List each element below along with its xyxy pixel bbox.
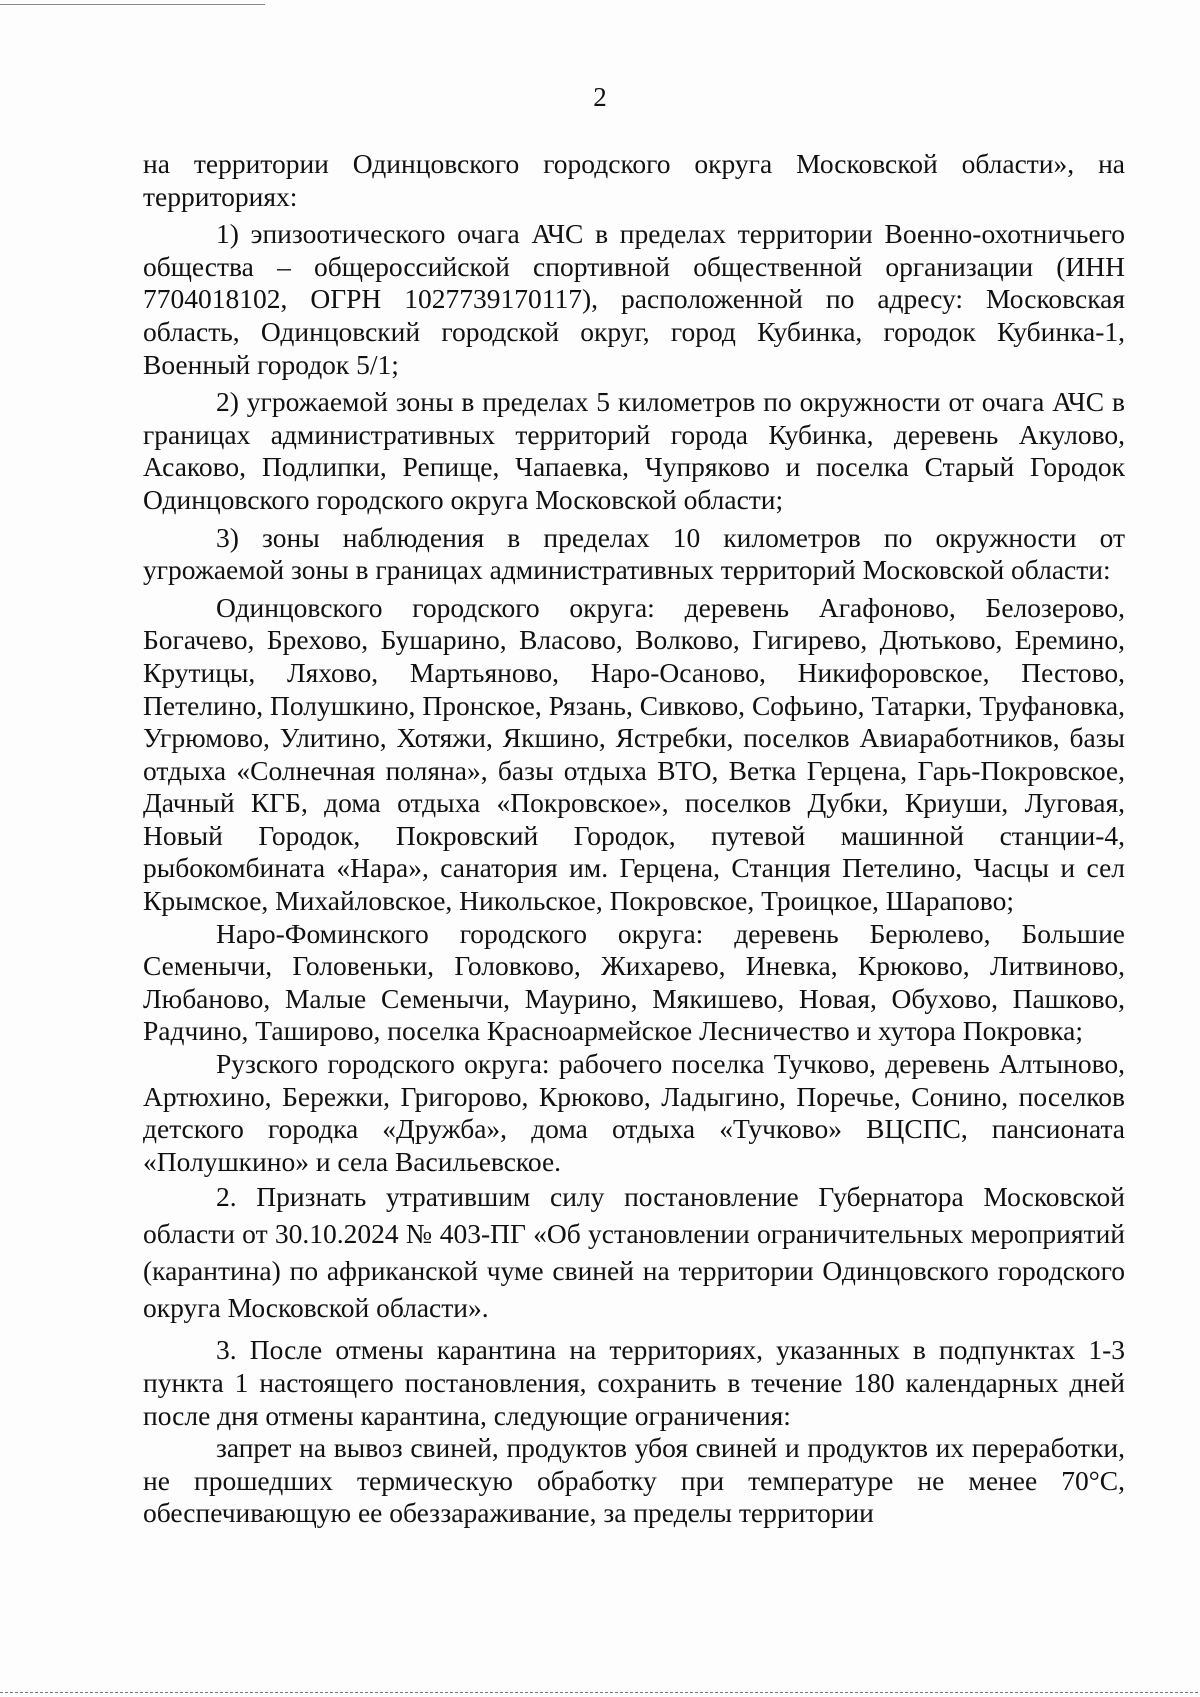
- paragraph-subitem-3: 3) зоны наблюдения в пределах 10 километров по окружности от угрожаемой зоны в границах административных территорий Московской области:: [143, 521, 1125, 586]
- paragraph-subitem-1: 1) эпизоотического очага АЧС в пределах территории Военно-охотничьего общества – общероссийской спортивной общественной организации (ИНН 7704018102, ОГРН 1027739170117), расположенной по адресу: Московская область, Одинцовский городской округ, город Кубинка, городок Кубинка-1, Военный городок 5/1;: [143, 218, 1125, 380]
- paragraph-restriction: запрет на вывоз свиней, продуктов убоя свиней и продуктов их переработки, не прошедших термическую обработку при температуре не менее 70°С, обеспечивающую ее обеззараживание, за пределы территории: [143, 1432, 1125, 1529]
- paragraph-item-3: 3. После отмены карантина на территориях, указанных в подпунктах 1-3 пункта 1 настоящего постановления, сохранить в течение 180 календарных дней после дня отмены карантина, следующие ограничения:: [143, 1334, 1125, 1431]
- paragraph-item-2: 2. Признать утратившим силу постановление Губернатора Московской области от 30.10.2024 № 403-ПГ «Об установлении ограничительных мероприятий (карантина) по африканской чуме свиней на территории Одинцовского городского округа Московской области».: [143, 1181, 1125, 1324]
- page-number: 2: [593, 82, 607, 112]
- paragraph-odintsovo-district: Одинцовского городского округа: деревень Агафоново, Белозерово, Богачево, Брехово, Бушарино, Власово, Волково, Гигирево, Дютьково, Еремино, Крутицы, Ляхово, Мартьяново, Наро-Осаново, Никифоровское, Пестово, Петелино, Полушкино, Пронское, Рязань, Сивково, Софьино, Татарки, Труфановка, Угрюмово, Улитино, Хотяжи, Якшино, Ястребки, поселков Авиаработников, базы отдыха «Солнечная поляна», базы отдыха ВТО, Ветка Герцена, Гарь-Покровское, Дачный КГБ, дома отдыха «Покровское», поселков Дубки, Криуши, Луговая, Новый Городок, Покровский Городок, путевой машинной станции-4, рыбокомбината «Нара», санатория им. Герцена, Станция Петелино, Часцы и сел Крымское, Михайловское, Никольское, Покровское, Троицкое, Шарапово;: [143, 591, 1125, 917]
- paragraph-continuation: на территории Одинцовского городского округа Московской области», на территориях:: [143, 148, 1125, 212]
- paragraph-naro-fominsk-district: Наро-Фоминского городского округа: деревень Берюлево, Большие Семенычи, Головеньки, Головково, Жихарево, Иневка, Крюково, Литвиново, Любаново, Малые Семенычи, Маурино, Мякишево, Новая, Обухово, Пашково, Радчино, Таширово, поселка Красноармейское Лесничество и хутора Покровка;: [143, 917, 1125, 1047]
- scan-edge-bottom: [0, 1692, 1200, 1693]
- paragraph-subitem-2: 2) угрожаемой зоны в пределах 5 километров по окружности от очага АЧС в границах административных территорий города Кубинка, деревень Акулово, Асаково, Подлипки, Репище, Чапаевка, Чупряково и поселка Старый Городок Одинцовского городского округа Московской области;: [143, 386, 1125, 515]
- scan-edge-top: [0, 4, 265, 5]
- document-body: [143, 148, 1125, 1530]
- paragraph-ruza-district: Рузского городского округа: рабочего поселка Тучково, деревень Алтыново, Артюхино, Бережки, Григорово, Крюково, Ладыгино, Поречье, Сонино, поселков детского городка «Дружба», дома отдыха «Тучково» ВЦСПС, пансионата «Полушкино» и села Васильевское.: [143, 1048, 1125, 1177]
